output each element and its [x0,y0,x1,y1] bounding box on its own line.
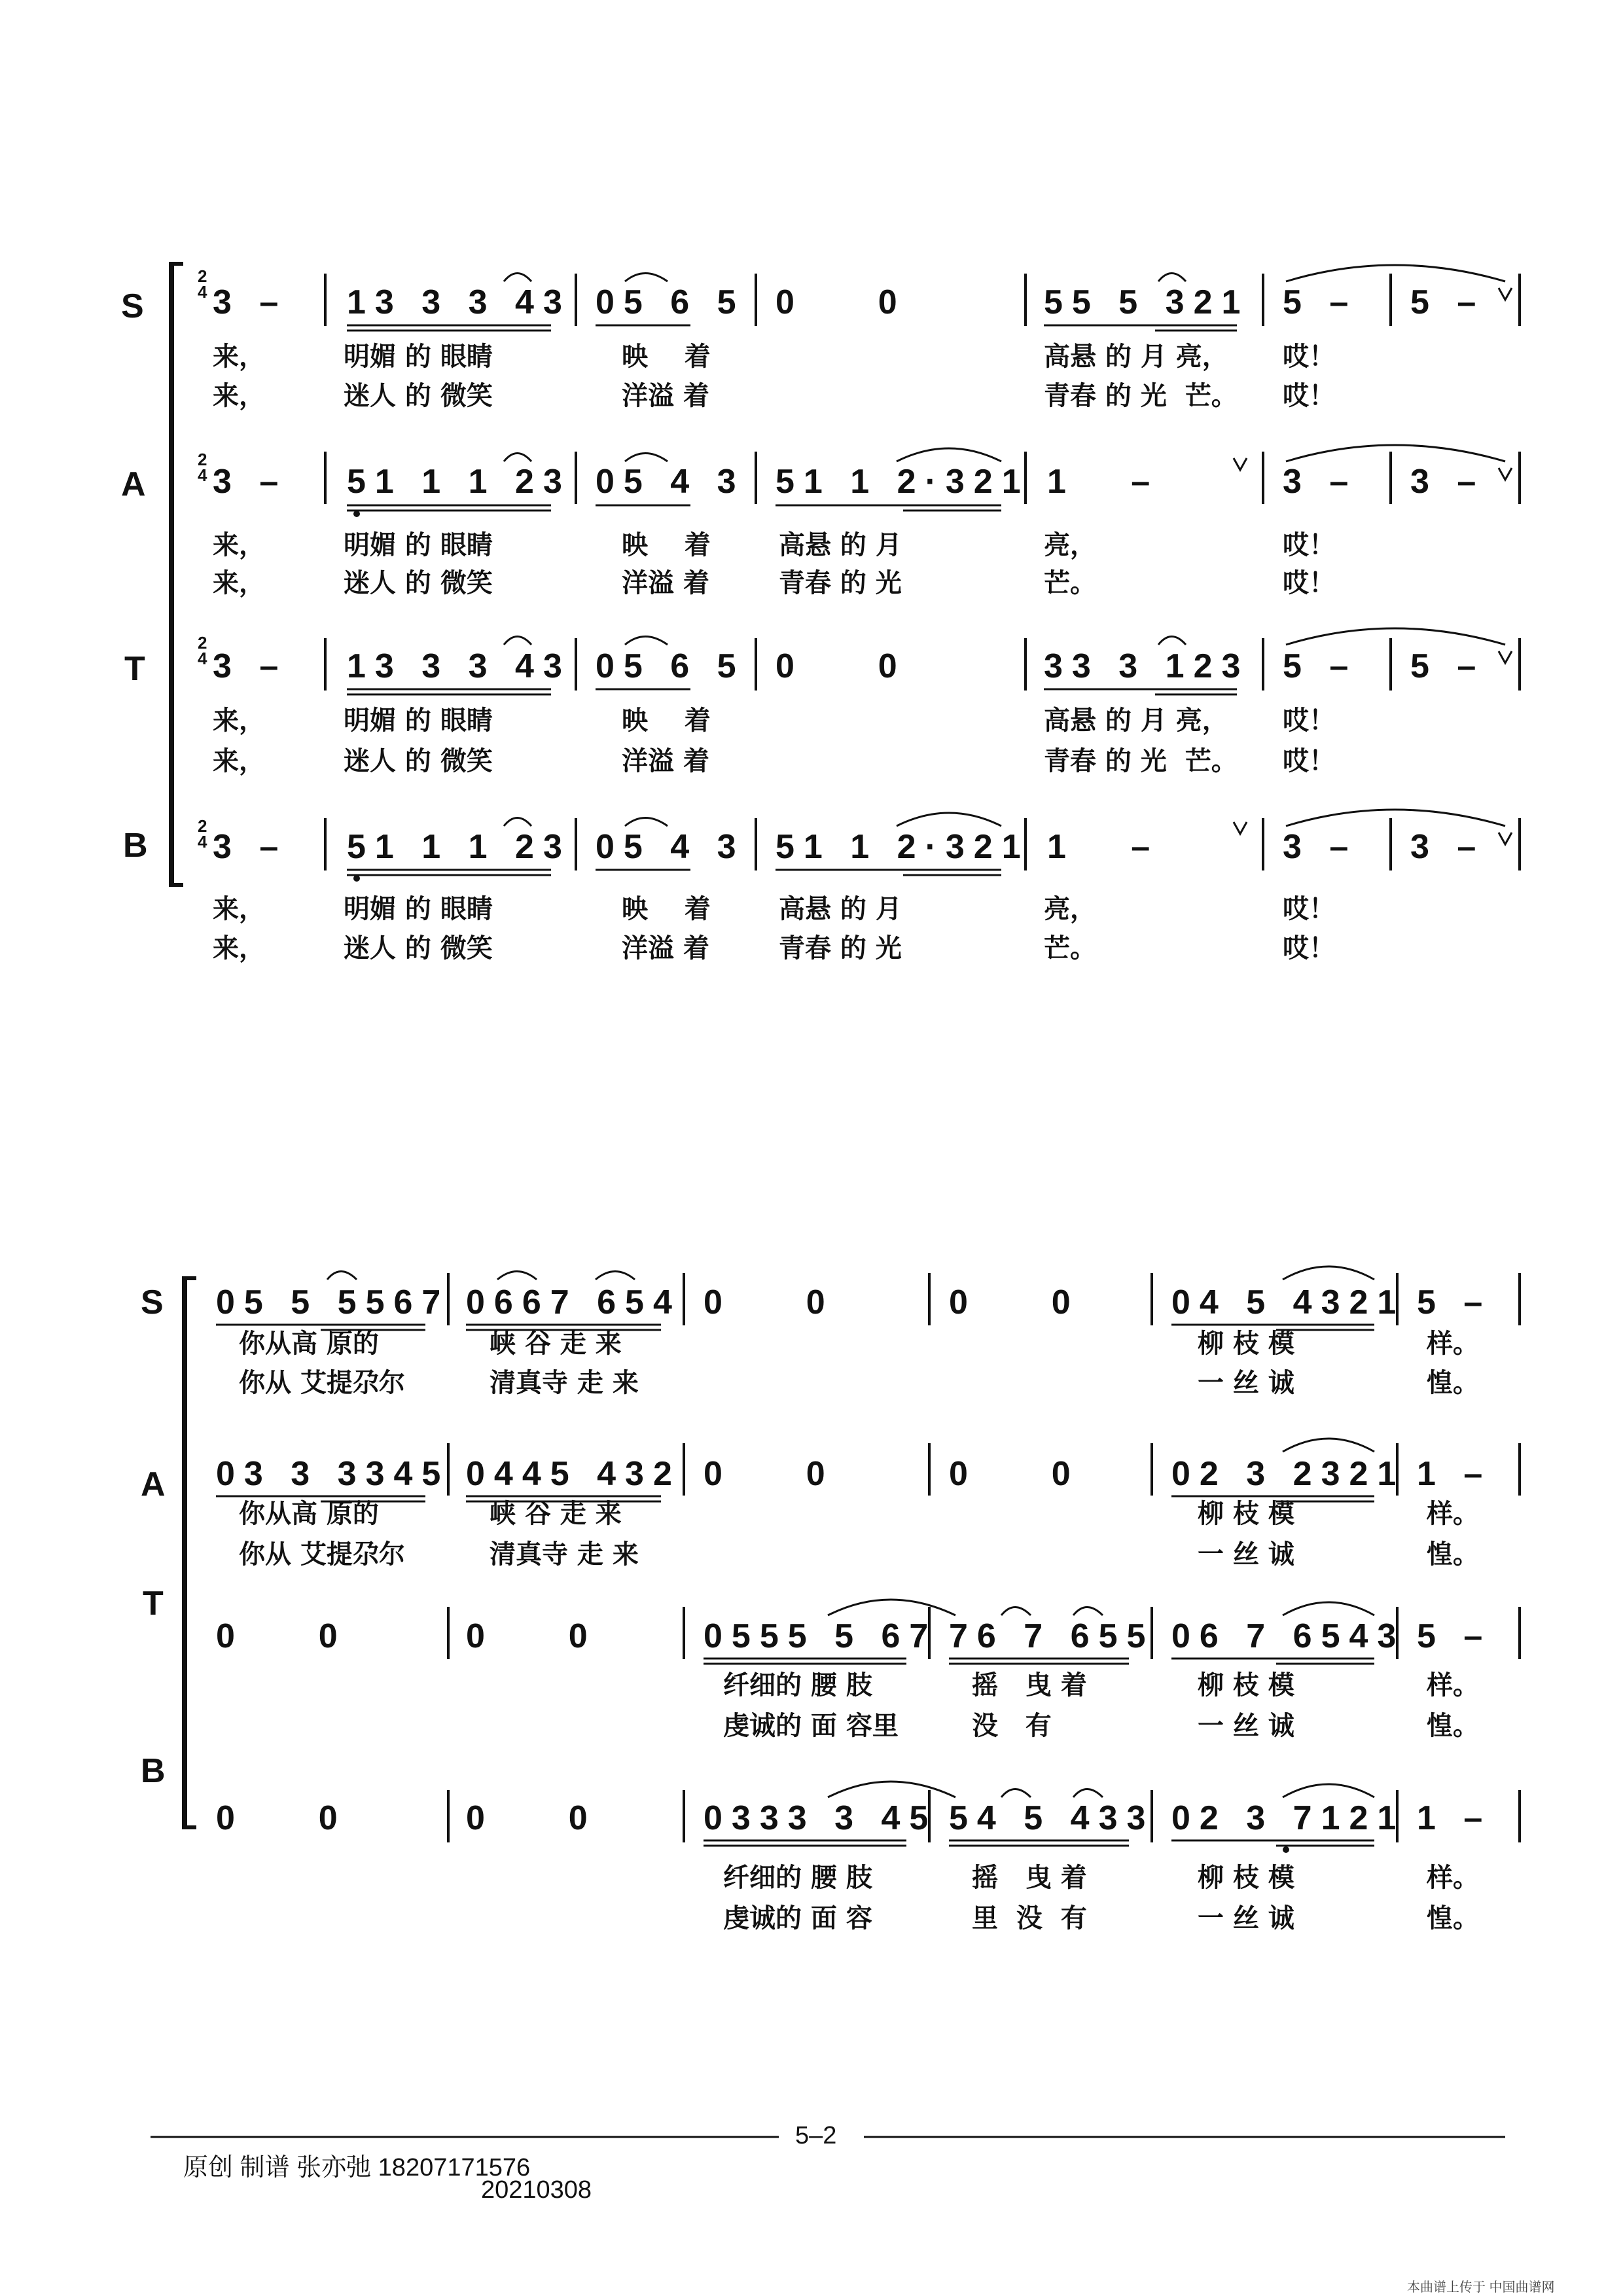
measure-notes: 3 – [213,283,288,321]
measure-notes: 5 – [1410,283,1486,321]
lyric-line-1: 纤细的 腰 肢 [723,1670,872,1700]
lyric-line-1: 高悬 的 月 亮， [1044,706,1228,736]
part-label-tenor: T [143,1585,164,1623]
part-label-alto: A [121,465,146,503]
lyric-line-2: 一 丝 诚 [1198,1711,1294,1741]
lyric-line-1: 来， [213,706,265,736]
lyric-line-1: 哎！ [1283,894,1335,924]
measure-notes: 0 0 [704,1283,834,1321]
measure-notes: 02 3 2321 [1171,1455,1406,1493]
lyric-line-2: 没 有 [972,1711,1052,1741]
measure-notes: 3 – [1283,828,1358,866]
lyric-line-1: 哎！ [1283,530,1335,560]
lyric-line-2: 迷人 的 微笑 [344,568,493,598]
page-number: 5–2 [795,2122,837,2149]
lyric-line-2: 洋溢 着 [622,568,709,598]
part-label-tenor: T [124,650,145,688]
lyric-line-1: 你从高 原的 [239,1329,379,1359]
lyric-line-1: 哎！ [1283,706,1335,736]
lyric-line-2: 来， [213,933,265,963]
lyric-line-2: 哎！ [1283,746,1335,776]
lyric-line-1: 来， [213,342,265,372]
lyric-line-2: 青春 的 光 [779,568,902,598]
part-label-soprano: S [121,287,144,325]
time-signature: 2 4 [198,266,207,302]
date-line: 20210308 [481,2176,592,2204]
measure-notes: 5 – [1417,1617,1492,1655]
lyric-line-2: 青春 的 光 芒。 [1044,381,1238,411]
measure-notes: 02 3 7121 [1171,1799,1406,1837]
lyric-line-2: 哎！ [1283,568,1335,598]
lyric-line-2: 迷人 的 微笑 [344,381,493,411]
measure-notes: 0 0 [216,1799,347,1837]
lyric-line-1: 柳 枝 模 [1198,1329,1294,1359]
lyric-line-2: 芒。 [1044,933,1096,963]
lyric-line-1: 来， [213,530,265,560]
lyric-line-2: 洋溢 着 [622,746,709,776]
lyric-line-2: 洋溢 着 [622,381,709,411]
measure-notes: 5 – [1410,647,1486,685]
measure-notes: 5 – [1417,1283,1492,1321]
measure-notes: 51 1 1 23 [347,463,571,501]
measure-notes: 0667 654 [466,1283,681,1321]
beams [216,325,1374,1846]
lyric-line-2: 来， [213,746,265,776]
lyric-line-1: 亮， [1044,894,1096,924]
lyric-line-2: 惶。 [1427,1711,1479,1741]
measure-notes: 05 4 3 [596,828,745,866]
measure-notes: 0555 5 67 [704,1617,938,1655]
measure-notes: 54 5 433 [949,1799,1155,1837]
lyric-line-2: 青春 的 光 芒。 [1044,746,1238,776]
measure-notes: 5 – [1283,283,1358,321]
lyric-line-1: 摇 曳 着 [972,1863,1087,1893]
measure-notes: 0 0 [466,1799,597,1837]
time-signature: 2 4 [198,816,207,852]
measure-notes: 0 0 [704,1455,834,1493]
part-label-bass: B [141,1752,166,1790]
lyric-line-2: 芒。 [1044,568,1096,598]
lyric-line-2: 洋溢 着 [622,933,709,963]
measure-notes: 3 – [1410,828,1486,866]
measure-notes: 3 – [213,828,288,866]
octave-dots [353,511,1289,1853]
system1-barlines [325,274,1520,870]
lyric-line-1: 明媚 的 眼睛 [344,706,493,736]
measure-notes: 05 6 5 [596,283,745,321]
part-label-bass: B [123,827,148,865]
watermark: 本曲谱上传于 中国曲谱网 [1407,2280,1555,2295]
lyric-line-1: 样。 [1427,1499,1479,1529]
measure-notes: 55 5 321 [1044,283,1250,321]
measure-notes: 0333 3 45 [704,1799,938,1837]
lyric-line-1: 高悬 的 月 [779,530,902,560]
lyric-line-1: 峡 谷 走 来 [490,1329,622,1359]
lyric-line-1: 哎！ [1283,342,1335,372]
measure-notes: 03 3 3345 [216,1455,450,1493]
lyric-line-1: 样。 [1427,1329,1479,1359]
lyric-line-1: 柳 枝 模 [1198,1863,1294,1893]
lyric-line-1: 样。 [1427,1863,1479,1893]
slurs [327,265,1505,1797]
measure-notes: 3 – [1283,463,1358,501]
measure-notes: 1 – [1047,463,1160,501]
measure-notes: 05 5 5567 [216,1283,450,1321]
time-signature: 2 4 [198,450,207,485]
measure-notes: 0 0 [949,1283,1080,1321]
lyric-line-2: 虔诚的 面 容里 [723,1711,899,1741]
lyric-line-2: 虔诚的 面 容 [723,1903,872,1933]
time-signature: 2 4 [198,633,207,668]
lyric-line-2: 惶。 [1427,1539,1479,1570]
lyric-line-2: 你从 艾提尕尔 [239,1539,405,1570]
lyric-line-1: 柳 枝 模 [1198,1499,1294,1529]
lyric-line-2: 清真寺 走 来 [490,1539,639,1570]
measure-notes: 0 0 [776,283,906,321]
lyric-line-2: 来， [213,568,265,598]
lyric-line-2: 惶。 [1427,1368,1479,1398]
breath-marks [1234,288,1512,844]
measure-notes: 33 3 123 [1044,647,1250,685]
measure-notes: 0 0 [216,1617,347,1655]
measure-notes: 06 7 6543 [1171,1617,1406,1655]
credit-line: 原创 制谱 张亦弛 18207171576 [183,2154,531,2181]
measure-notes: 1 – [1047,828,1160,866]
lyric-line-1: 柳 枝 模 [1198,1670,1294,1700]
lyric-line-2: 哎！ [1283,381,1335,411]
lyric-line-2: 一 丝 诚 [1198,1539,1294,1570]
lyric-line-1: 亮， [1044,530,1096,560]
lyric-line-2: 一 丝 诚 [1198,1368,1294,1398]
lyric-line-2: 来， [213,381,265,411]
measure-notes: 51 1 2·321 [776,463,1030,501]
lyric-line-1: 明媚 的 眼睛 [344,530,493,560]
lyric-line-1: 明媚 的 眼睛 [344,894,493,924]
measure-notes: 05 6 5 [596,647,745,685]
part-label-alto: A [141,1465,166,1503]
lyric-line-2: 迷人 的 微笑 [344,746,493,776]
measure-notes: 51 1 1 23 [347,828,571,866]
measure-notes: 0 0 [466,1617,597,1655]
lyric-line-2: 一 丝 诚 [1198,1903,1294,1933]
lyric-line-1: 你从高 原的 [239,1499,379,1529]
lyric-line-1: 来， [213,894,265,924]
lyric-line-2: 青春 的 光 [779,933,902,963]
measure-notes: 51 1 2·321 [776,828,1030,866]
lyric-line-2: 迷人 的 微笑 [344,933,493,963]
measure-notes: 76 7 655 [949,1617,1155,1655]
lyric-line-1: 映 着 [622,530,711,560]
lyric-line-2: 哎！ [1283,933,1335,963]
lyric-line-2: 里 没 有 [972,1903,1087,1933]
lyric-line-2: 你从 艾提尕尔 [239,1368,405,1398]
lyric-line-1: 映 着 [622,342,711,372]
measure-notes: 1 – [1417,1799,1492,1837]
lyric-line-1: 峡 谷 走 来 [490,1499,622,1529]
measure-notes: 3 – [213,647,288,685]
lyric-line-1: 映 着 [622,706,711,736]
lyric-line-1: 高悬 的 月 [779,894,902,924]
measure-notes: 0445 432 [466,1455,681,1493]
system2-barlines [448,1273,1520,1842]
measure-notes: 3 – [213,463,288,501]
measure-notes: 04 5 4321 [1171,1283,1406,1321]
lyric-line-1: 纤细的 腰 肢 [723,1863,872,1893]
lyric-line-1: 高悬 的 月 亮， [1044,342,1228,372]
part-label-soprano: S [141,1283,164,1321]
lyric-line-1: 样。 [1427,1670,1479,1700]
barlines [325,274,1520,1842]
measure-notes: 0 0 [776,647,906,685]
lyric-line-2: 清真寺 走 来 [490,1368,639,1398]
lyric-line-2: 惶。 [1427,1903,1479,1933]
measure-notes: 05 4 3 [596,463,745,501]
lyric-line-1: 明媚 的 眼睛 [344,342,493,372]
measure-notes: 5 – [1283,647,1358,685]
measure-notes: 0 0 [949,1455,1080,1493]
measure-notes: 3 – [1410,463,1486,501]
lyric-line-1: 摇 曳 着 [972,1670,1087,1700]
measure-notes: 13 3 3 43 [347,283,571,321]
measure-notes: 13 3 3 43 [347,647,571,685]
lyric-line-1: 映 着 [622,894,711,924]
measure-notes: 1 – [1417,1455,1492,1493]
